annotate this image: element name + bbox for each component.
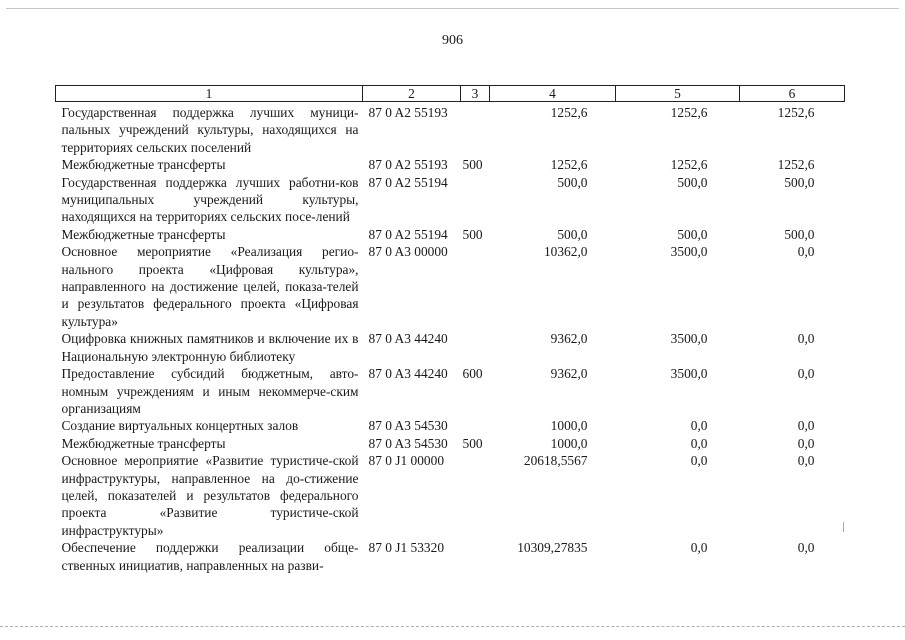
row-name-cell: Создание виртуальных концертных залов [61,418,299,434]
row-name-cell: Предоставление субсидий бюджетным, авто-номным учреждениям и иным некоммерче-ским организациям [61,366,359,416]
row-code-cell: 87 0 A3 44240 [368,366,448,382]
column-header: 2 [363,86,461,102]
row-code-cell: 87 0 A3 54530 [368,435,448,451]
row-value-col4-cell: 9362,0 [550,331,588,347]
row-name-cell: Межбюджетные трансферты [61,226,226,242]
column-header: 6 [740,86,845,102]
row-value-col6-cell: 1252,6 [777,157,815,173]
row-name-cell: Обеспечение поддержки реализации обще-ственных инициатив, направленных на разви- [61,540,359,573]
column-header: 1 [56,86,363,102]
row-value-col4-cell: 20618,5567 [523,453,588,469]
table-header-row [56,86,845,102]
row-value-col5-cell: 3500,0 [670,331,708,347]
row-value-col6-cell: 500,0 [784,226,815,242]
row-value-col4-cell: 1000,0 [550,435,588,451]
table-row [56,156,845,173]
row-expense-type-cell: 500 [462,226,483,242]
table-row [56,102,845,157]
page-border-bottom [0,626,905,627]
row-value-col4-cell: 10309,27835 [517,540,588,556]
row-expense-type-cell: 600 [462,366,483,382]
row-code-cell: 87 0 A2 55194 [368,226,448,242]
row-value-col4-cell: 1252,6 [550,157,588,173]
row-value-col5-cell: 1252,6 [670,157,708,173]
table-row [56,226,845,243]
row-name-cell: Государственная поддержка лучших работни-ков муниципальных учреждений культуры, находящихся на территориях сельских посе-лений [61,174,359,225]
row-value-col5-cell: 0,0 [690,453,708,469]
row-value-col5-cell: 1252,6 [670,105,708,120]
row-expense-type-cell [461,539,490,574]
page-border-top [6,8,899,9]
row-code-cell: 87 0 A2 55194 [368,174,448,190]
row-expense-type-cell: 500 [462,157,483,173]
row-value-col6-cell: 0,0 [797,435,815,451]
row-value-col4-cell: 1252,6 [550,105,588,120]
column-header: 4 [490,86,616,102]
row-expense-type-cell [461,417,490,434]
row-value-col5-cell: 500,0 [677,226,708,242]
row-name-cell: Основное мероприятие «Реализация регио-нального проекта «Цифровая культура», направленного на достижение целей, показа-телей и результатов федерального проекта «Цифровая культура» [61,244,359,329]
row-expense-type-cell [461,102,490,157]
row-name-cell: Межбюджетные трансферты [61,435,226,451]
row-value-col6-cell: 1252,6 [777,105,815,120]
table-row [56,174,845,226]
row-value-col5-cell: 3500,0 [670,366,708,382]
scan-mark [843,522,844,532]
table-body [56,102,845,574]
row-expense-type-cell [461,330,490,365]
row-value-col4-cell: 1000,0 [550,418,588,434]
page-number: 906 [442,33,463,48]
row-code-cell: 87 0 A2 55193 [368,157,448,173]
column-header: 3 [461,86,490,102]
table-row [56,243,845,330]
row-value-col6-cell: 0,0 [797,244,815,260]
row-value-col5-cell: 3500,0 [670,244,708,260]
row-name-cell: Оцифровка книжных памятников и включение их в Национальную электронную библиотеку [61,331,359,364]
table-row [56,365,845,417]
row-code-cell: 87 0 J1 53320 [368,540,445,556]
row-name-cell: Межбюджетные трансферты [61,157,226,173]
row-expense-type-cell [461,243,490,330]
table-row [56,417,845,434]
table-row [56,452,845,539]
budget-table [55,85,845,574]
row-value-col4-cell: 500,0 [557,226,588,242]
row-code-cell: 87 0 A3 54530 [368,418,448,434]
row-value-col6-cell: 500,0 [784,174,815,190]
row-code-cell: 87 0 A2 55193 [368,105,448,120]
column-header: 5 [616,86,740,102]
row-value-col5-cell: 0,0 [690,418,708,434]
row-value-col5-cell: 0,0 [690,540,708,556]
table-row [56,330,845,365]
row-value-col4-cell: 500,0 [557,174,588,190]
row-code-cell: 87 0 A3 00000 [368,244,448,260]
row-name-cell: Государственная поддержка лучших муници-пальных учреждений культуры, находящихся на территориях сельских поселений [61,105,359,155]
row-expense-type-cell [461,174,490,226]
row-value-col6-cell: 0,0 [797,418,815,434]
row-value-col6-cell: 0,0 [797,540,815,556]
table-row [56,539,845,574]
row-code-cell: 87 0 A3 44240 [368,331,448,347]
row-value-col4-cell: 10362,0 [543,244,588,260]
row-expense-type-cell: 500 [462,435,483,451]
row-value-col4-cell: 9362,0 [550,366,588,382]
row-value-col6-cell: 0,0 [797,453,815,469]
row-value-col5-cell: 0,0 [690,435,708,451]
row-code-cell: 87 0 J1 00000 [368,453,445,469]
table-row [56,435,845,452]
row-value-col5-cell: 500,0 [677,174,708,190]
row-name-cell: Основное мероприятие «Развитие туристиче-ской инфраструктуры, направленное на до-стижение целей, показателей и результатов федерального проекта «Развитие туристиче-ской инфраструктуры» [61,453,359,538]
row-value-col6-cell: 0,0 [797,366,815,382]
row-value-col6-cell: 0,0 [797,331,815,347]
row-expense-type-cell [461,452,490,539]
